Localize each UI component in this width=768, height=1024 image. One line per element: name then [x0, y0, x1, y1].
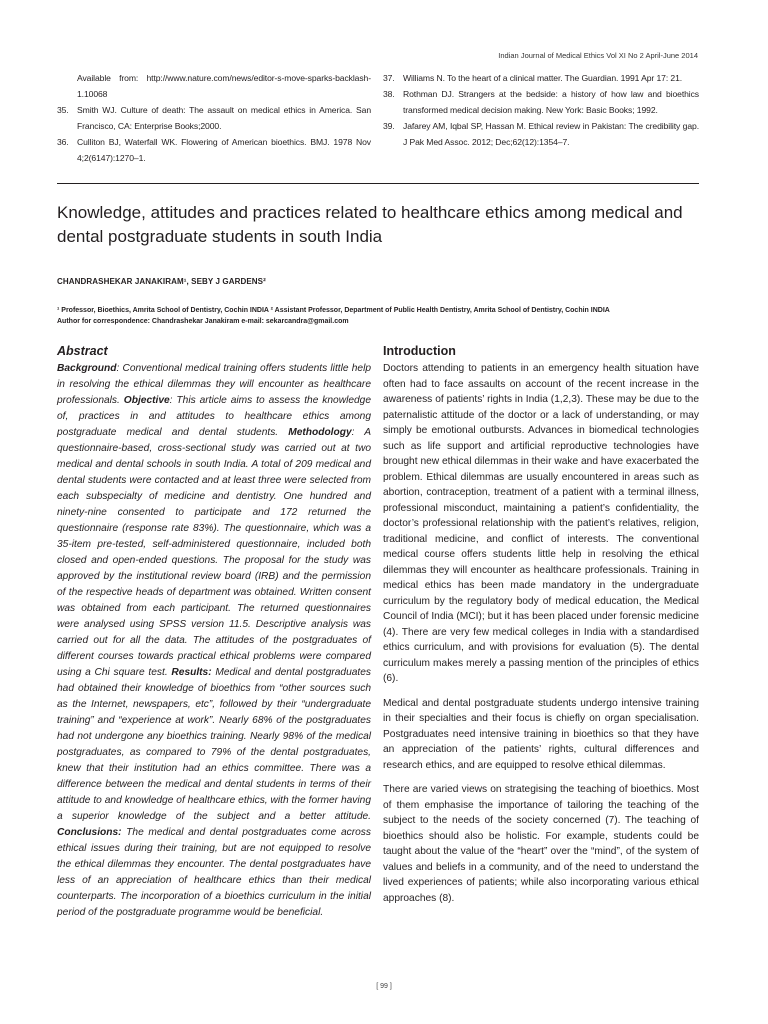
conclusions-text: The medical and dental postgraduates come across ethical issues during their training, but are not equipped to resolve the ethical dilemmas they encounter. The dental postgraduates have less of an appreciation of healthcare ethics than their medical counterparts. The incorporation of a bioethics curriculum in the initial period of the postgraduate programme would be beneficial.: [57, 827, 371, 918]
reference-number: 37.: [383, 73, 395, 83]
reference-item: [383, 118, 699, 150]
abstract-section: [57, 344, 371, 921]
running-head: Indian Journal of Medical Ethics Vol XI No 2 April-June 2014: [498, 51, 698, 60]
author-line: CHANDRASHEKAR JANAKIRAM¹, SEBY J GARDENS²: [57, 277, 266, 286]
introduction-paragraph: Doctors attending to patients in an emergency health situation have often had to face assaults on account of the recent increase in the awareness of patients’ rights in India (1,2,3). These may be due to the paternalistic attitude of the doctor or a lack of understanding, or may simply be emotional outbursts. Advances in biomedical technologies such as life support and artificial reproductive technologies have brought new ethical dilemmas in their wake and have exacerbated the problem. Ethical dilemmas are usually encountered in areas such as abortion, contraception, treatment of a patient with a terminal illness, professional misconduct, maintaining a patient’s confidentiality, the doctor’s professional relationship with the patient’s relatives, religion, traditional medicine, and conflict of interests. The conventional medical course offers students little help in resolving the ethical dilemmas they will encounter as healthcare professionals. Training in medical ethics has been made mandatory in the undergraduate curriculum by the regulatory body of medical education, the Medical Council of India (MCI); but it has been placed under forensic medicine (4). There are very few medical colleges in India with a standardised ethics curriculum, and with provisions for evaluation (5). The dental curriculum makes merely a passing mention of the principles of ethics (6).: [383, 363, 699, 684]
reference-number: 39.: [383, 121, 395, 131]
reference-item: [57, 70, 371, 102]
reference-text: Williams N. To the heart of a clinical matter. The Guardian. 1991 Apr 17: 21.: [403, 73, 683, 83]
references-left-column: [57, 70, 371, 166]
reference-text: Jafarey AM, Iqbal SP, Hassan M. Ethical review in Pakistan: The credibility gap. J Pak Med Assoc. 2012; Dec;62(12):1354–7.: [403, 121, 699, 147]
abstract-heading: Abstract: [57, 344, 108, 358]
introduction-paragraph: Medical and dental postgraduate students undergo intensive training in their specialties and their focus is chiefly on organ specialisation. Postgraduates need intensive training in bioethics so that they have an appreciation of the patients’ rights, cultural differences and research ethics, and are equipped to resolve ethical dilemmas.: [383, 697, 699, 771]
reference-number: 38.: [383, 89, 395, 99]
abstract-body: [57, 361, 371, 921]
reference-text: Available from: http://www.nature.com/news/editor-s-move-sparks-backlash-1.10068: [77, 73, 371, 99]
reference-text: Smith WJ. Culture of death: The assault on medical ethics in America. San Francisco, CA: Enterprise Books;2000.: [77, 105, 371, 131]
objective-label: Objective: [123, 395, 170, 406]
affiliation-line: ¹ Professor, Bioethics, Amrita School of Dentistry, Cochin INDIA ² Assistant Professor, Department of Public Health Dentistry, Amrita School of Dentistry, Cochin INDIA: [57, 307, 610, 314]
introduction-heading: Introduction: [383, 344, 456, 358]
reference-item: [57, 134, 371, 166]
reference-number: 35.: [57, 105, 69, 115]
reference-item: [57, 102, 371, 134]
results-label: Results:: [171, 667, 212, 678]
section-divider: [57, 183, 699, 184]
results-text: Medical and dental postgraduates had obtained their knowledge of bioethics from “other sources such as the Internet, newspapers, etc”, followed by their “undergraduate training” and “experience at work”. Nearly 68% of the postgraduates had not undergone any bioethics training. Nearly 98% of the medical postgraduates, as compared to 79% of the dental postgraduates, knew that their institution had an ethics committee. There was a difference between the medical and dental students in terms of their attitude to and knowledge of healthcare ethics, with the former having a superior knowledge of the subject and a better attitude.: [57, 667, 372, 822]
background-label: Background: [57, 363, 117, 374]
reference-item: [383, 70, 699, 86]
reference-text: Rothman DJ. Strangers at the bedside: a history of how law and bioethics transformed medical decision making. New York: Basic Books; 1992.: [403, 89, 699, 115]
conclusions-label: Conclusions:: [57, 827, 122, 838]
affiliations: [57, 306, 707, 327]
references-right-column: [383, 70, 699, 150]
methodology-text: : A questionnaire-based, cross-sectional study was carried out at two medical and dental schools in south India. A total of 209 medical and dental students were contacted and at least three were selected from each subspecialty of medicine and dentistry. One hundred and ninety-nine consented to participate and 172 returned the questionnaire (response rate 83%). The questionnaire, which was a 35-item pre-tested, self-administered questionnaire, included both closed and open-ended questions. The proposal for the study was approved by the institutional review board (IRB) and the permission of the respective heads of department was obtained. Written consent was obtained from each participant. The returned questionnaires were analysed using SPSS version 11.5. Descriptive analysis was carried out for all the data. The attitudes of the postgraduates of different courses towards practical ethical problems were compared using a Chi square test.: [57, 427, 372, 678]
article-title: Knowledge, attitudes and practices related to healthcare ethics among medical and dental postgraduate students in south India: [57, 203, 683, 246]
introduction-paragraph: There are varied views on strategising the teaching of bioethics. Most of them emphasise the importance of tailoring the teaching of the subject to the needs of the society concerned (7). The teaching of bioethics should also be holistic. For example, students could be taught about the value of the “heart” over the “mind”, of the system of values and beliefs in a community, and of the need to understand the lived experiences of patients; while also incorporating various ethical approaches (8).: [383, 784, 699, 904]
reference-text: Culliton BJ, Waterfall WK. Flowering of American bioethics. BMJ. 1978 Nov 4;2(6147):1270–1.: [77, 137, 371, 163]
reference-item: [383, 86, 699, 118]
introduction-section: [383, 344, 699, 915]
page-number: [ 99 ]: [376, 983, 392, 990]
background-text: : Conventional medical training offers students little help in resolving the ethical dilemmas they will encounter as healthcare professionals.: [57, 363, 371, 406]
methodology-label: Methodology: [288, 427, 352, 438]
objective-text: : This article aims to assess the knowledge of, practices in and attitudes to healthcare ethics among postgraduate medical and dental students.: [57, 395, 372, 438]
correspondence-line: Author for correspondence: Chandrashekar Janakiram e-mail: sekarcandra@gmail.com: [57, 317, 349, 325]
reference-number: 36.: [57, 137, 69, 147]
